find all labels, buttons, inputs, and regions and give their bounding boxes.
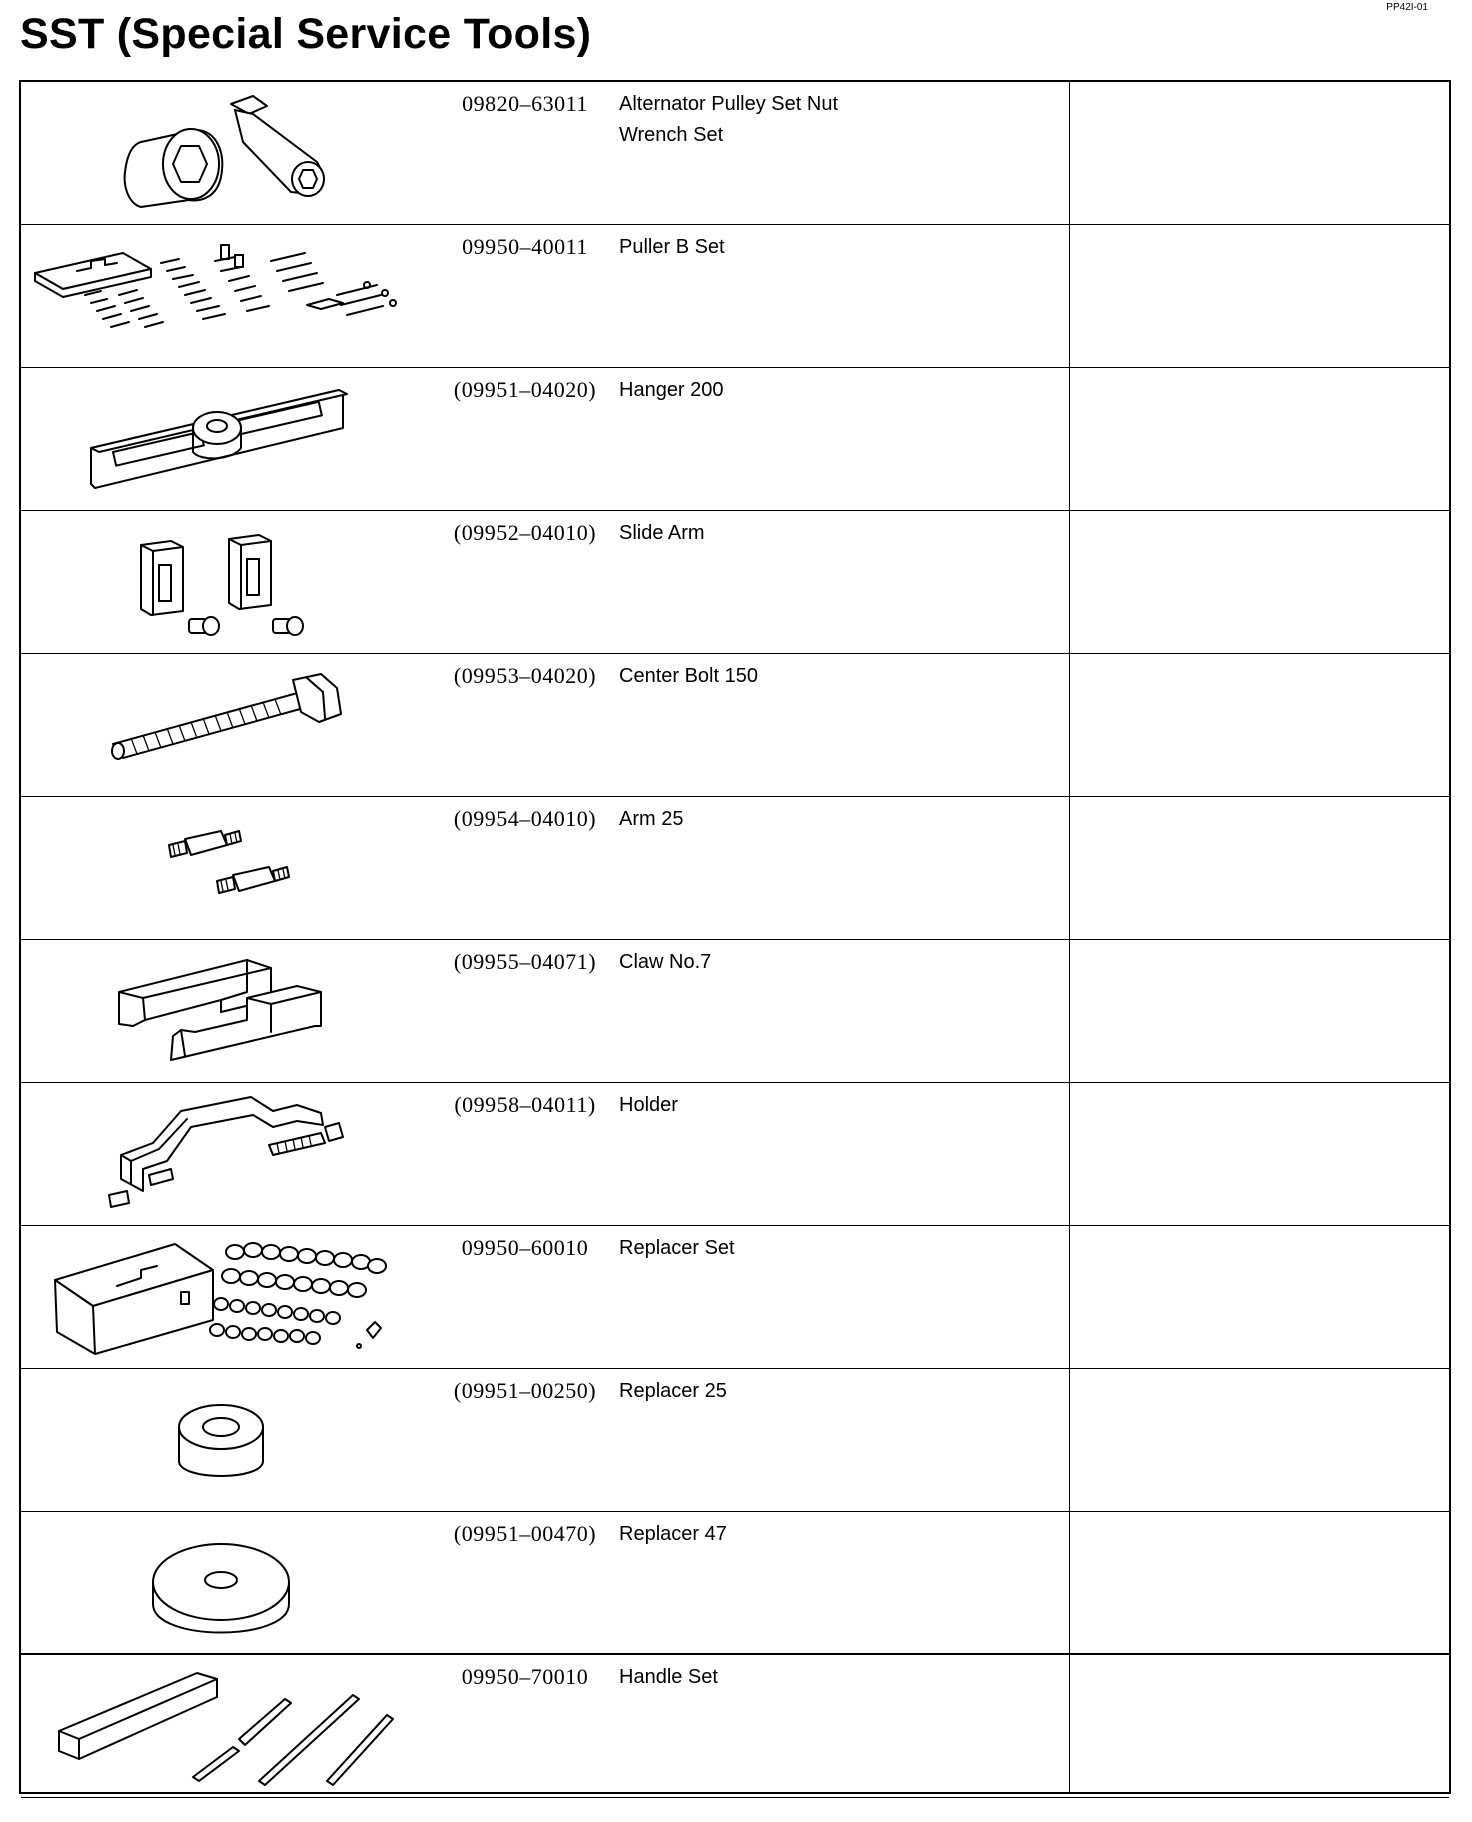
- claw-icon: [21, 940, 431, 1081]
- tool-notes: [1070, 511, 1449, 653]
- page-code: PP42I-01: [1386, 2, 1428, 13]
- pulley-nut-wrench-set-icon: [21, 82, 431, 223]
- table-row: [21, 1226, 1449, 1369]
- part-number: 09950–60010: [461, 1235, 589, 1260]
- part-number: (09955–04071): [453, 949, 597, 974]
- table-row: [21, 797, 1449, 940]
- table-row: [21, 1083, 1449, 1226]
- part-number: (09954–04010): [453, 806, 597, 831]
- handle-set-icon: [21, 1655, 431, 1796]
- replacer-ring-large-icon: [21, 1512, 431, 1653]
- table-row: [21, 654, 1449, 797]
- tool-name: Replacer Set: [619, 1237, 735, 1259]
- column-divider: [1069, 82, 1070, 1792]
- tool-name: Alternator Pulley Set Nut Wrench Set: [619, 93, 838, 146]
- tool-notes: [1070, 225, 1449, 367]
- table-row: [21, 511, 1449, 654]
- tool-name: Center Bolt 150: [619, 665, 758, 687]
- slide-arm-icon: [21, 511, 431, 652]
- center-bolt-icon: [21, 654, 431, 795]
- table-row: [21, 1655, 1449, 1798]
- sst-table: [19, 80, 1451, 1794]
- hanger-icon: [21, 368, 431, 509]
- table-row: [21, 1369, 1449, 1512]
- tool-notes: [1070, 1226, 1449, 1368]
- part-number: (09953–04020): [453, 663, 597, 688]
- tool-notes: [1070, 1083, 1449, 1225]
- tool-notes: [1070, 797, 1449, 939]
- part-number: (09958–04011): [454, 1092, 596, 1117]
- tool-notes: [1070, 1655, 1449, 1797]
- table-row: [21, 225, 1449, 368]
- tool-notes: [1070, 1512, 1449, 1653]
- replacer-set-icon: [21, 1226, 431, 1367]
- tool-notes: [1070, 654, 1449, 796]
- tool-notes: [1070, 940, 1449, 1082]
- table-row: [21, 1512, 1449, 1655]
- tool-notes: [1070, 1369, 1449, 1511]
- tool-notes: [1070, 82, 1449, 224]
- tool-notes: [1070, 368, 1449, 510]
- page-title: SST (Special Service Tools): [20, 10, 592, 58]
- part-number: (09951–04020): [453, 377, 597, 402]
- tool-name: Hanger 200: [619, 379, 724, 401]
- holder-icon: [21, 1083, 431, 1224]
- part-number: (09952–04010): [453, 520, 597, 545]
- part-number: 09950–40011: [462, 234, 588, 259]
- tool-name: Holder: [619, 1094, 678, 1116]
- tool-name: Claw No.7: [619, 951, 712, 973]
- part-number: 09950–70010: [461, 1664, 589, 1689]
- part-number: 09820–63011: [462, 91, 588, 116]
- table-row: [21, 368, 1449, 511]
- puller-b-set-icon: [21, 225, 431, 366]
- tool-name: Replacer 47: [619, 1523, 727, 1545]
- tool-name: Arm 25: [619, 808, 684, 830]
- tool-name: Handle Set: [619, 1666, 718, 1688]
- part-number: (09951–00470): [453, 1521, 597, 1546]
- table-row: [21, 82, 1449, 225]
- part-number: (09951–00250): [453, 1378, 597, 1403]
- replacer-ring-small-icon: [21, 1369, 431, 1510]
- tool-name: Puller B Set: [619, 236, 725, 258]
- tool-name: Slide Arm: [619, 522, 705, 544]
- tool-name: Replacer 25: [619, 1380, 727, 1402]
- table-row: [21, 940, 1449, 1083]
- arm-icon: [21, 797, 431, 938]
